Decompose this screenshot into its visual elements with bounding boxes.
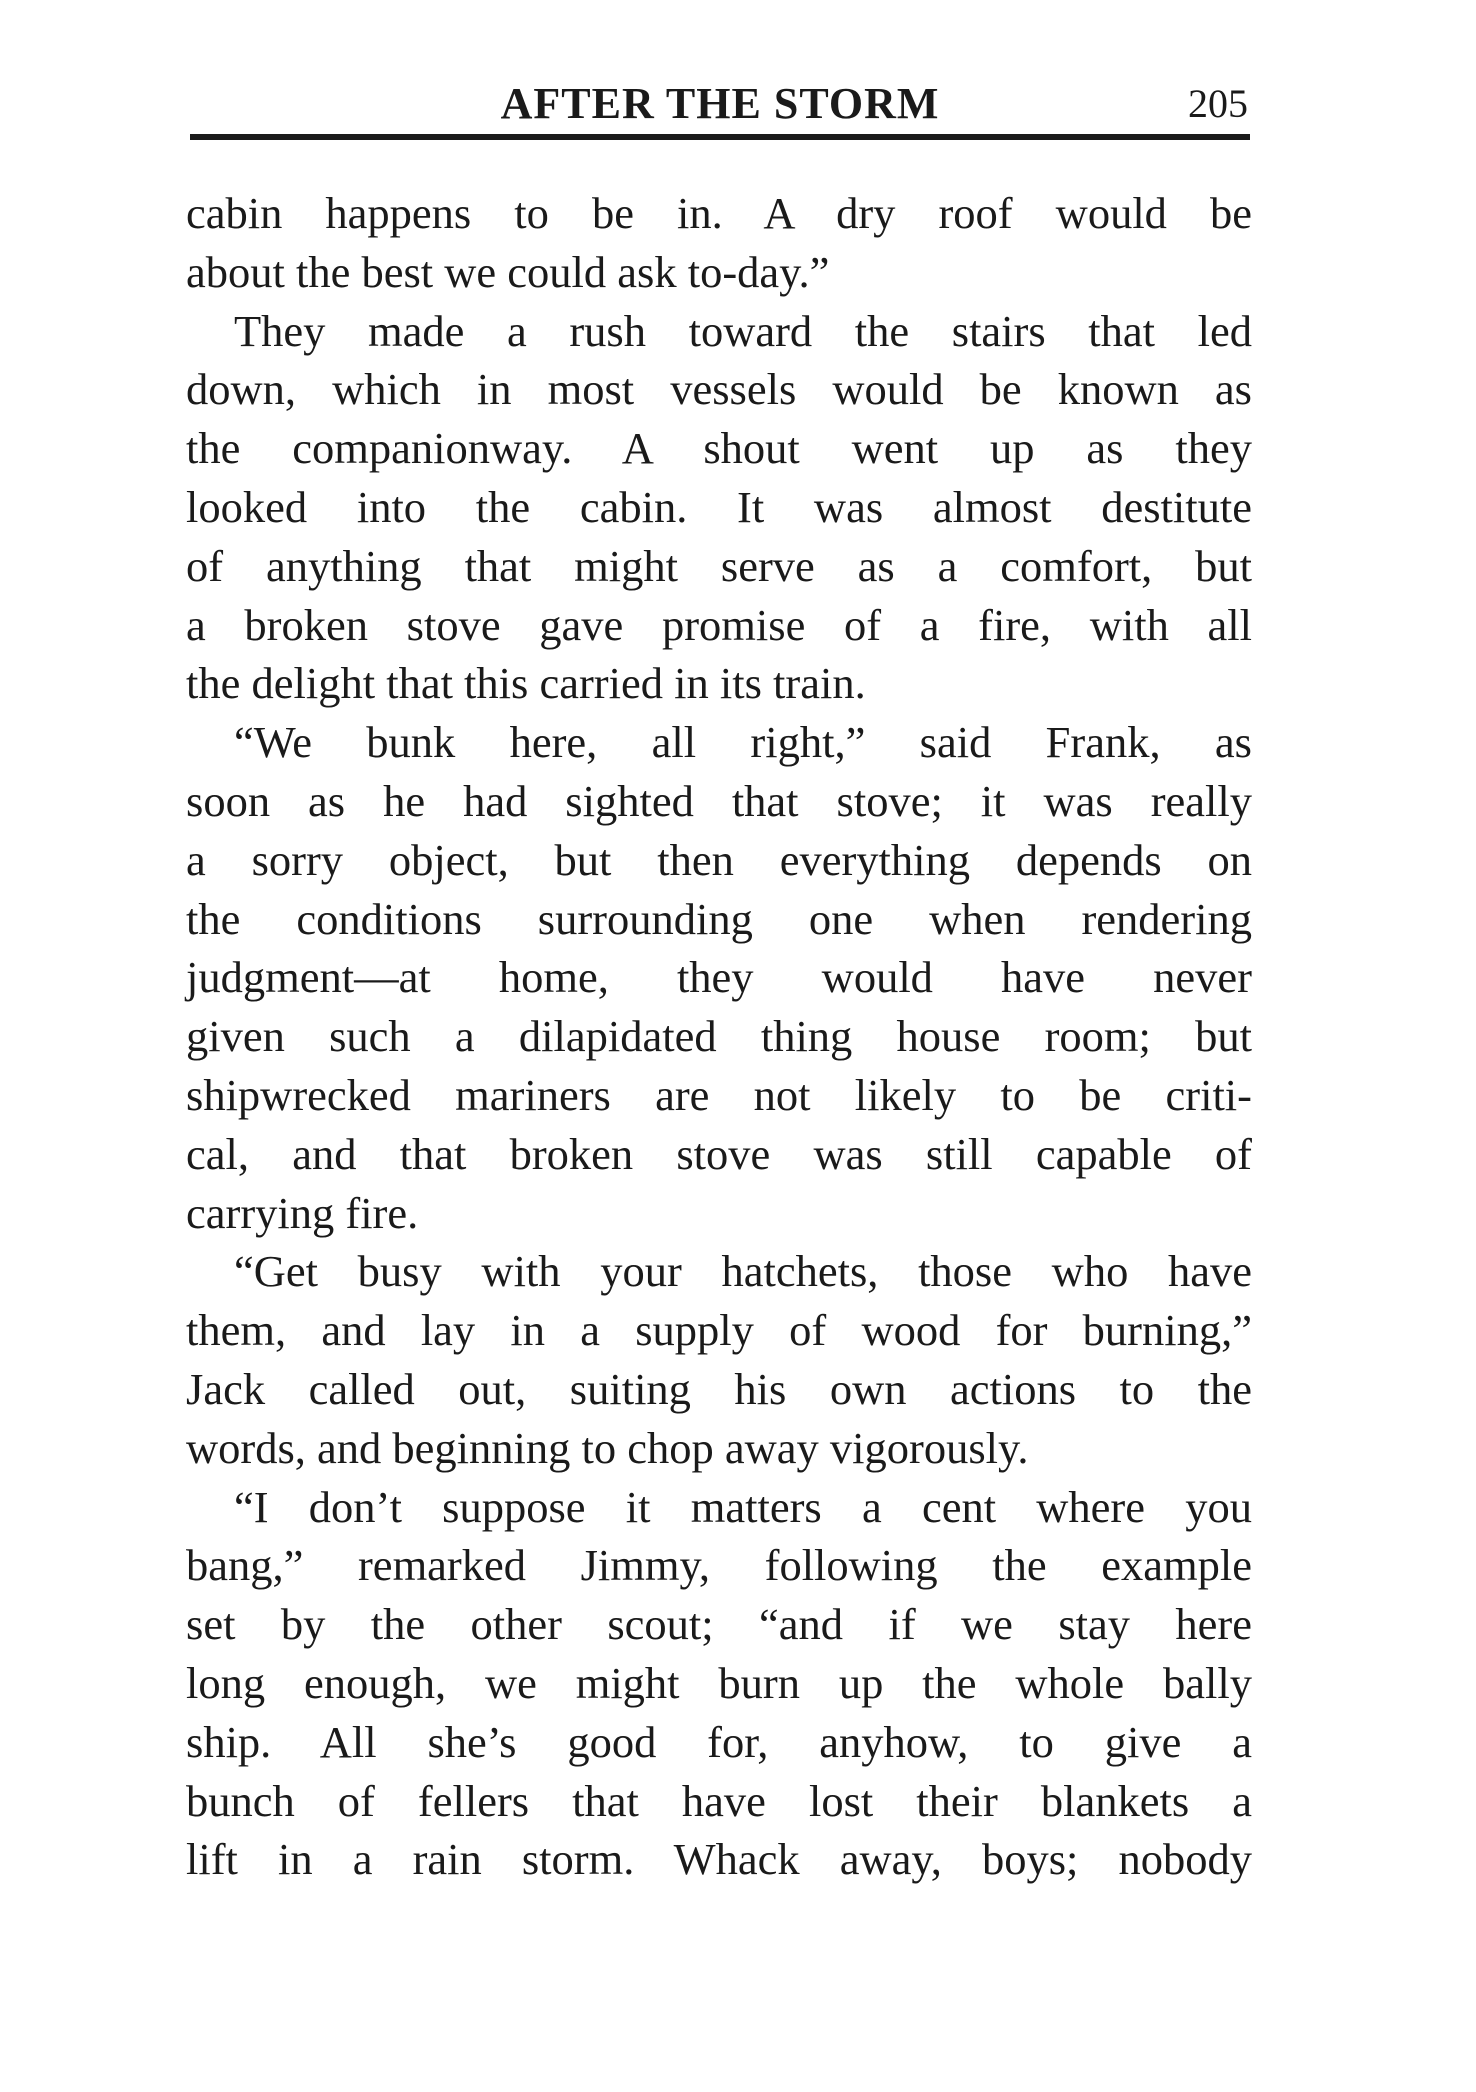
text-line: long enough, we might burn up the whole bally xyxy=(186,1657,1252,1708)
text-line: of anything that might serve as a comfort, but xyxy=(186,540,1252,591)
text-line: the companionway. A shout went up as they xyxy=(186,423,1252,474)
text-line: words, and beginning to chop away vigorously. xyxy=(186,1422,1029,1473)
text-line: bunch of fellers that have lost their blankets a xyxy=(186,1775,1252,1826)
text-line: soon as he had sighted that stove; it was really xyxy=(186,775,1252,826)
page-number: 205 xyxy=(1188,81,1248,126)
text-line: about the best we could ask to-day.” xyxy=(186,246,830,297)
text-line: bang,” remarked Jimmy, following the example xyxy=(186,1540,1252,1591)
text-line: the conditions surrounding one when rendering xyxy=(186,893,1252,944)
text-line: “Get busy with your hatchets, those who have xyxy=(234,1246,1252,1297)
text-line: carrying fire. xyxy=(186,1187,419,1238)
text-line: ship. All she’s good for, anyhow, to give a xyxy=(186,1716,1252,1767)
text-line: them, and lay in a supply of wood for burning,” xyxy=(186,1305,1252,1356)
text-line: the delight that this carried in its train. xyxy=(186,658,866,709)
text-line: down, which in most vessels would be known as xyxy=(186,364,1252,415)
text-line: set by the other scout; “and if we stay here xyxy=(186,1599,1252,1650)
text-line: looked into the cabin. It was almost destitute xyxy=(186,481,1252,532)
text-line: given such a dilapidated thing house room; but xyxy=(186,1011,1252,1062)
text-line: lift in a rain storm. Whack away, boys; nobody xyxy=(186,1834,1252,1885)
running-head xyxy=(190,74,1250,134)
text-line: a sorry object, but then everything depends on xyxy=(186,834,1252,885)
header-rule xyxy=(190,134,1250,140)
body-text xyxy=(186,184,1252,1889)
running-title: AFTER THE STORM xyxy=(500,79,940,128)
text-line: They made a rush toward the stairs that led xyxy=(234,305,1252,356)
text-line: cabin happens to be in. A dry roof would be xyxy=(186,188,1252,238)
text-line: shipwrecked mariners are not likely to be criti- xyxy=(186,1069,1252,1120)
text-line: cal, and that broken stove was still capable of xyxy=(186,1128,1252,1179)
text-line: “I don’t suppose it matters a cent where you xyxy=(234,1481,1252,1532)
text-line: a broken stove gave promise of a fire, with all xyxy=(186,599,1252,650)
text-line: “We bunk here, all right,” said Frank, as xyxy=(234,717,1252,768)
text-line: Jack called out, suiting his own actions to the xyxy=(186,1363,1252,1414)
text-line: judgment—at home, they would have never xyxy=(186,952,1252,1003)
